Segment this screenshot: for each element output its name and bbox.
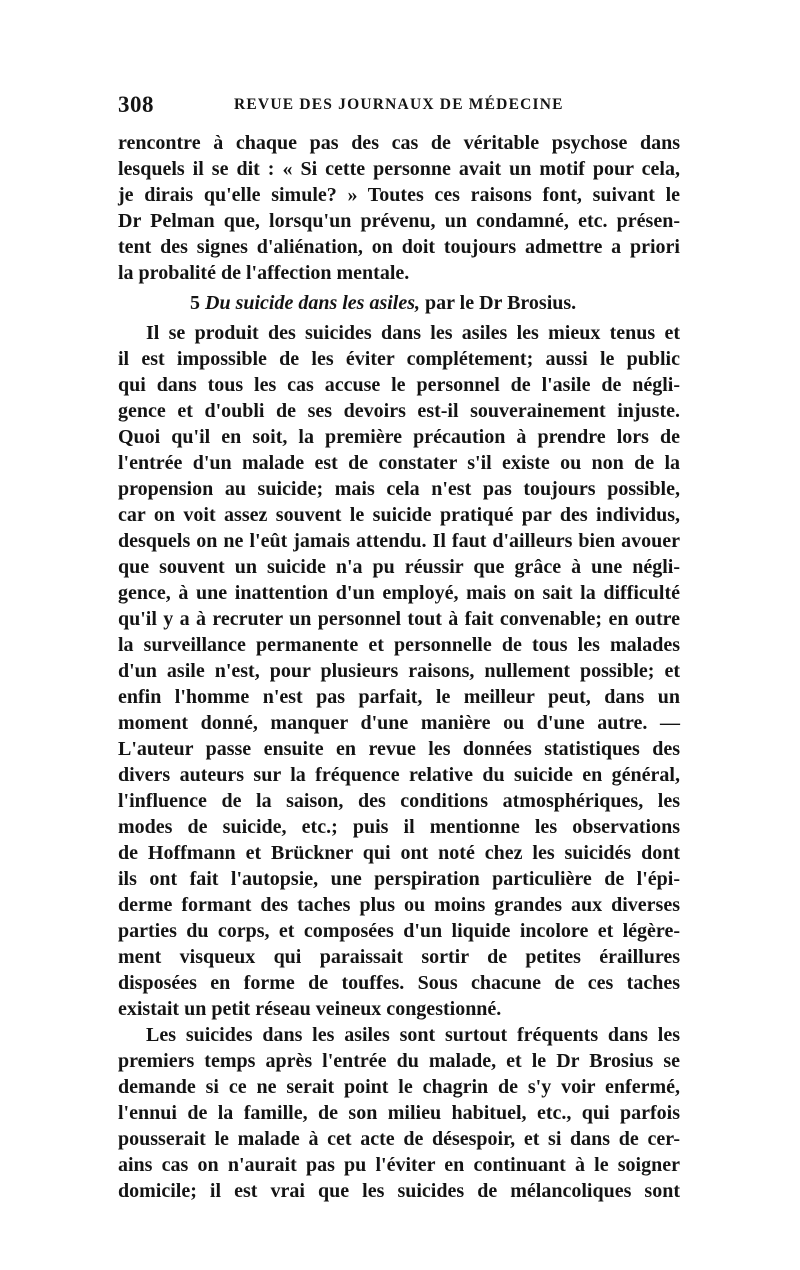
text-line: parties du corps, et composées d'un liquide incolore et légère- [118,920,680,942]
text-line: ment visqueux qui paraissait sortir de petites éraillures [118,946,680,968]
text-line: qui dans tous les cas accuse le personnel de l'asile de négli- [118,374,680,396]
text-line: divers auteurs sur la fréquence relative du suicide en général, [118,764,680,786]
text-line: de Hoffmann et Brückner qui ont noté chez les suicidés dont [118,842,680,864]
section-author: par le Dr Brosius. [425,292,577,314]
text-line: premiers temps après l'entrée du malade, et le Dr Brosius se [118,1050,680,1072]
section-title: Du suicide dans les asiles, [205,292,421,314]
text-line: disposées en forme de touffes. Sous chacune de ces taches [118,972,680,994]
text-line: existait un petit réseau veineux congestionné. [118,998,502,1020]
text-line: que souvent un suicide n'a pu réussir que grâce à une négli- [118,556,680,578]
text-line: domicile; il est vrai que les suicides de mélancoliques sont [118,1180,680,1202]
text-line: Quoi qu'il en soit, la première précaution à prendre lors de [118,426,680,448]
text-line: gence, à une inattention d'un employé, mais on sait la difficulté [118,582,680,604]
text-line: car on voit assez souvent le suicide pratiqué par des individus, [118,504,680,526]
text-line: qu'il y a à recruter un personnel tout à fait convenable; en outre [118,608,680,630]
running-head: REVUE DES JOURNAUX DE MÉDECINE [234,96,564,113]
text-line: propension au suicide; mais cela n'est pas toujours possible, [118,478,680,500]
text-line: ains cas on n'aurait pas pu l'éviter en continuant à le soigner [118,1154,680,1176]
text-line: enfin l'homme n'est pas parfait, le meilleur peut, dans un [118,686,680,708]
text-line: l'entrée d'un malade est de constater s'il existe ou non de la [118,452,680,474]
text-line: ils ont fait l'autopsie, une perspiration particulière de l'épi- [118,868,680,890]
text-line: derme formant des taches plus ou moins grandes aux diverses [118,894,680,916]
text-line: Il se produit des suicides dans les asiles les mieux tenus et [146,322,680,344]
text-line: l'influence de la saison, des conditions atmosphériques, les [118,790,680,812]
text-line: il est impossible de les éviter complétement; aussi le public [118,348,680,370]
text-line: moment donné, manquer d'une manière ou d'une autre. — [118,712,680,734]
text-line: demande si ce ne serait point le chagrin de s'y voir enfermé, [118,1076,680,1098]
text-line: la surveillance permanente et personnelle de tous les malades [118,634,680,656]
text-line: L'auteur passe ensuite en revue les données statistiques des [118,738,680,760]
text-line: la probalité de l'affection mentale. [118,262,410,284]
text-line: Les suicides dans les asiles sont surtout fréquents dans les [146,1024,680,1046]
text-line: lesquels il se dit : « Si cette personne avait un motif pour cela, [118,158,680,180]
text-line: je dirais qu'elle simule? » Toutes ces raisons font, suivant le [118,184,680,206]
text-line: pousserait le malade à cet acte de désespoir, et si dans de cer- [118,1128,680,1150]
text-line: gence et d'oubli de ses devoirs est-il souverainement injuste. [118,400,680,422]
text-line: modes de suicide, etc.; puis il mentionne les observations [118,816,680,838]
text-line: d'un asile n'est, pour plusieurs raisons, nullement possible; et [118,660,680,682]
text-line: rencontre à chaque pas des cas de véritable psychose dans [118,132,680,154]
page-number: 308 [118,92,154,117]
text-line: l'ennui de la famille, de son milieu habituel, etc., qui parfois [118,1102,680,1124]
text-line: tent des signes d'aliénation, on doit toujours admettre a priori [118,236,680,258]
text-line: Dr Pelman que, lorsqu'un prévenu, un condamné, etc. présen- [118,210,680,232]
page-header [118,92,680,122]
section-heading [190,290,610,316]
text-line: desquels on ne l'eût jamais attendu. Il faut d'ailleurs bien avouer [118,530,680,552]
section-number: 5 [190,292,200,314]
